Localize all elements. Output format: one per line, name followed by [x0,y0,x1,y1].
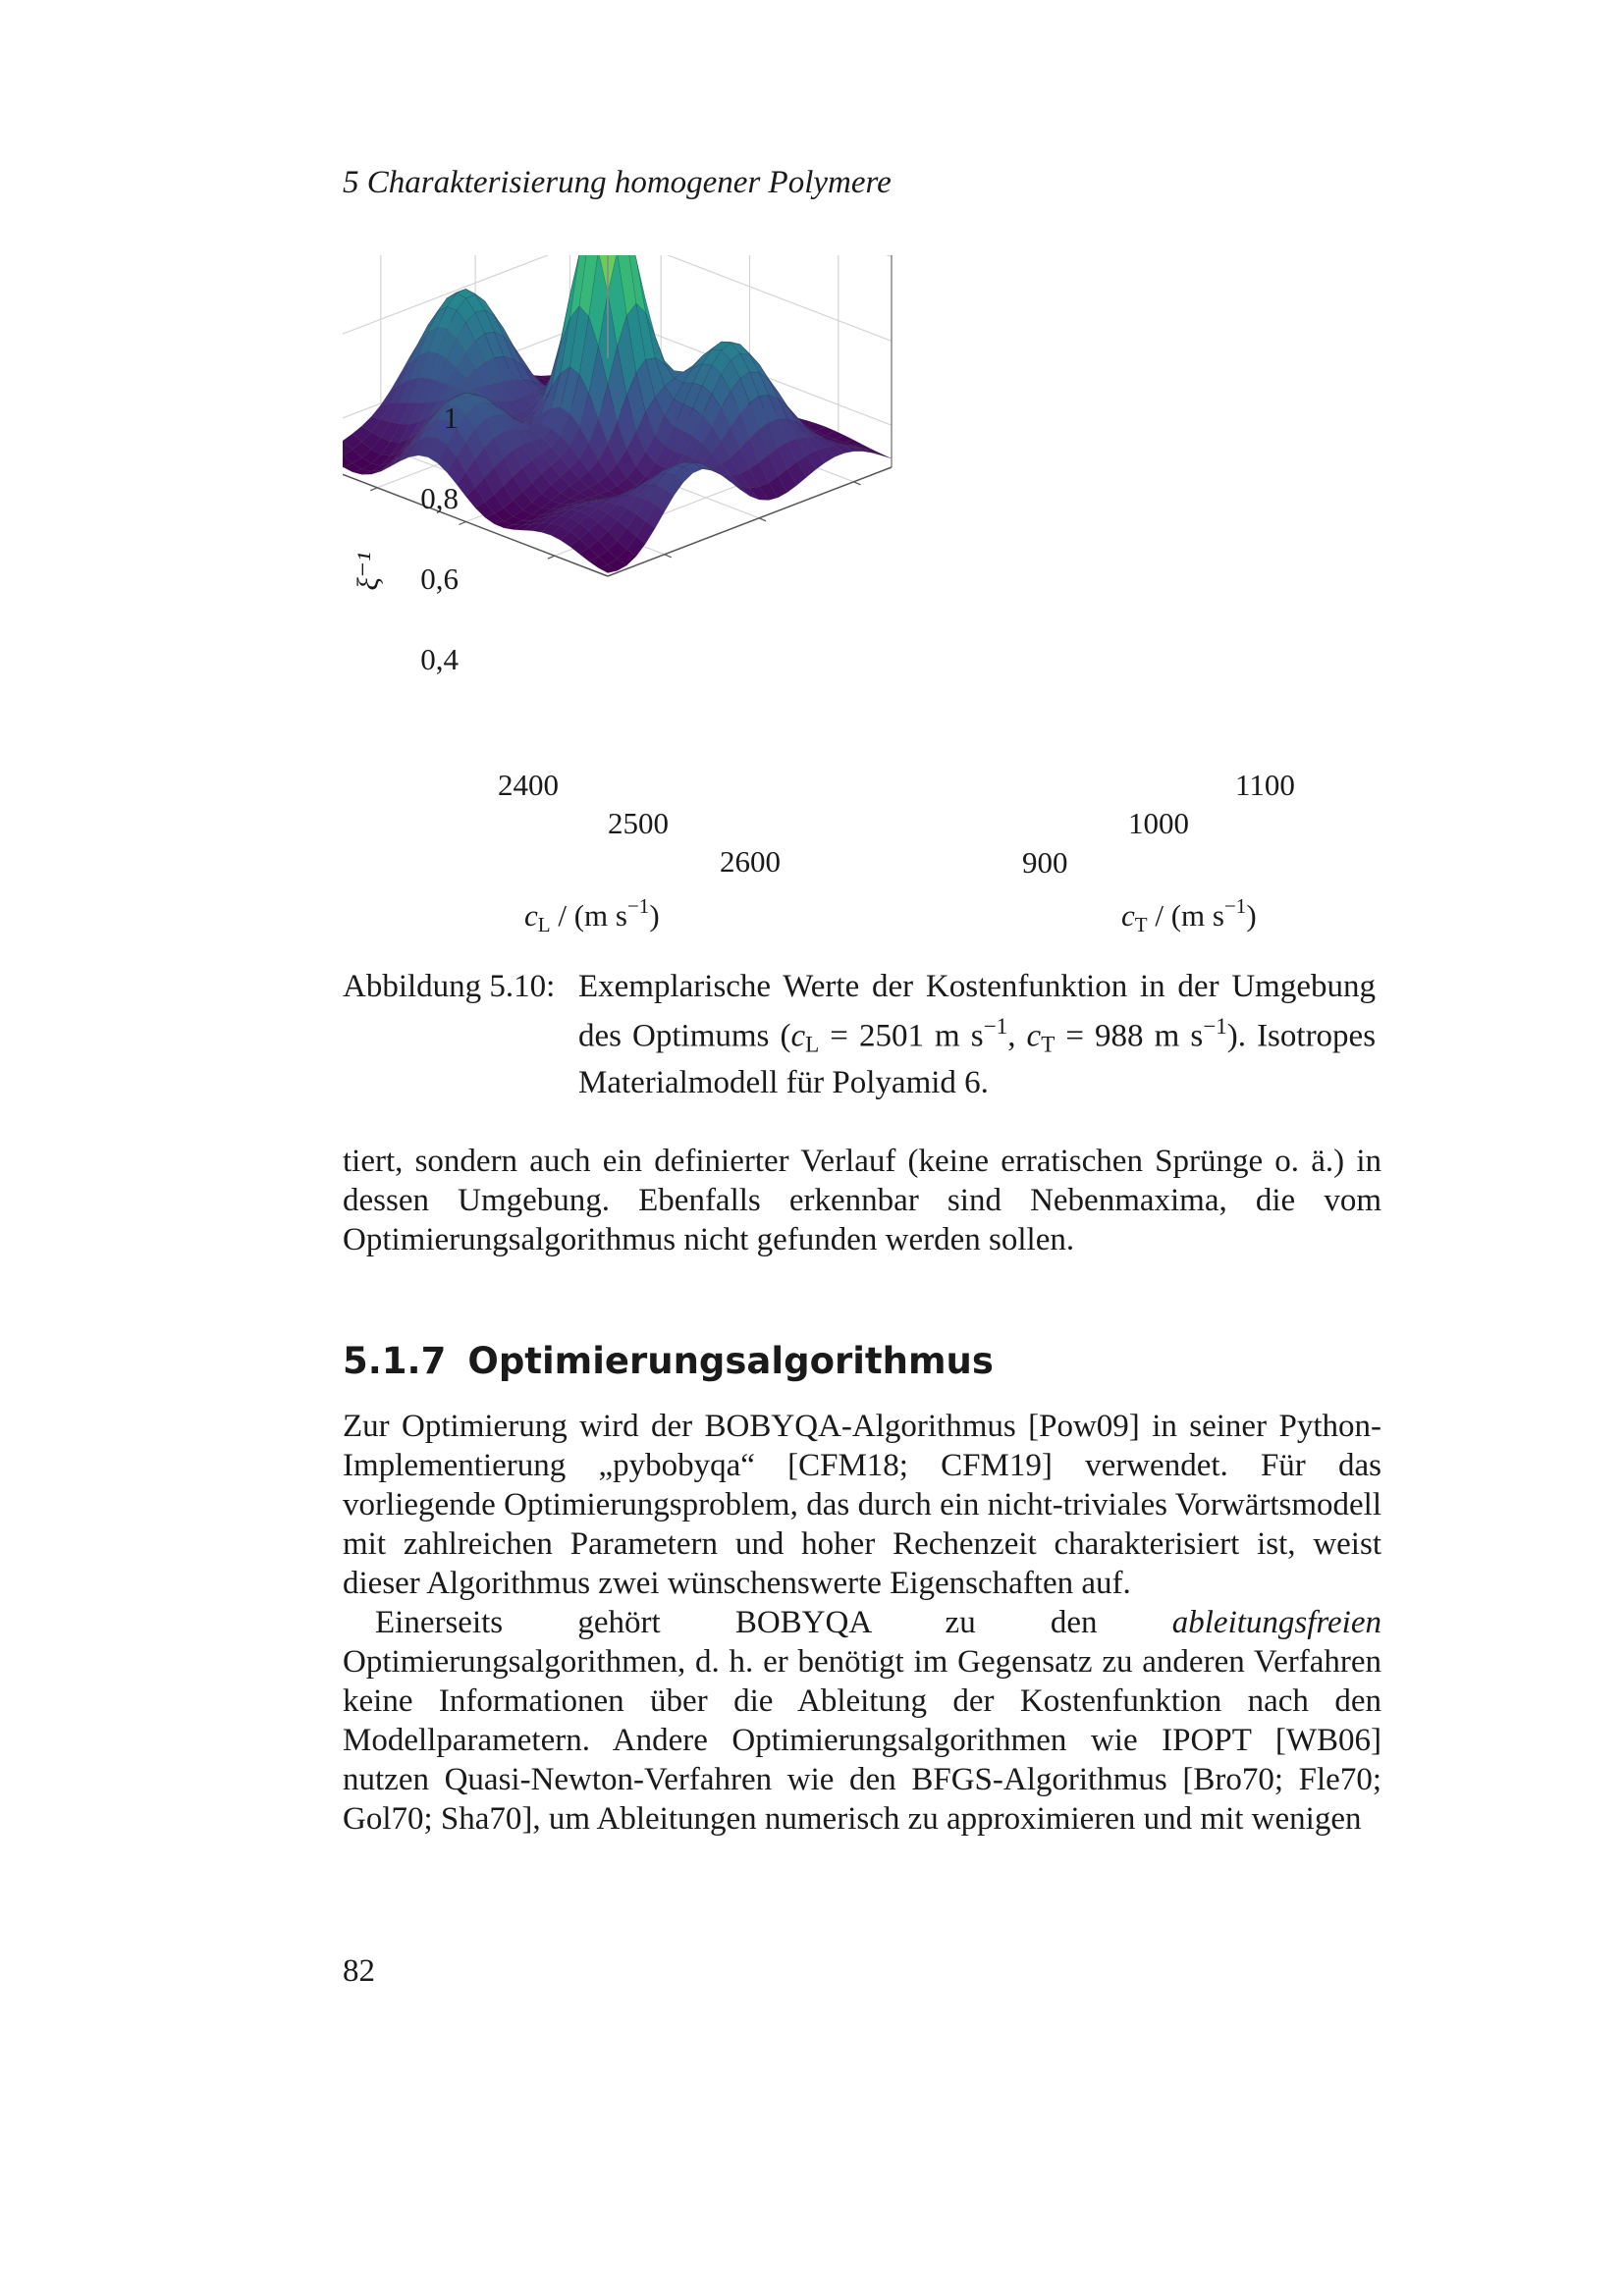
x-tick-label: 2400 [498,768,559,802]
y-tick-mark [665,555,672,558]
surface-plot [343,255,1334,942]
paragraph-text: Optimierungsalgorithmen, d. h. er benötigt im Gegensatz zu anderen Verfahren keine Informationen über die Ableitung der Kostenfunktion nach den Modellparametern. Andere Optimierungsalgorithmen wie IPOPT [WB06] nutzen Quasi-Newton-Verfahren wie den BFGS-Algorithmus [Bro70; Fle70; Gol70; Sha70], um Ableitungen numerisch zu approximieren und mit wenigen [343,1644,1381,1837]
z-tick-label: 1 [443,400,459,435]
z-axis-label: ξ⁻¹ [351,552,385,591]
caption-text: Exemplarische Werte der Kostenfunktion in der Umgebung des Optimums ($c_L = 2501$ m $s^{-1}$, $c_T = 988$ m $s^{-1}$). Isotropes Materialmodell für Polyamid 6. [578,969,1377,1101]
caption-label: Abbildung 5.10: [343,969,556,1004]
paragraph-text: Einerseits gehört BOBYQA zu den [375,1605,1172,1640]
running-head: 5 Charakterisierung homogener Polymere [343,165,892,200]
paragraph: tiert, sondern auch ein definierter Verlauf (keine erratischen Sprünge o. ä.) in dessen Umgebung. Ebenfalls erkennbar sind Nebenmaxima, die vom Optimierungsalgorithmus nicht gefunden werden sollen. [343,1144,1381,1257]
z-tick-label: 0,4 [420,642,459,676]
y-tick-label: 1100 [1235,768,1295,802]
y-axis-label: cT / (m $s^{-1}$) [1121,894,1257,936]
surface-plot-figure [343,255,1334,942]
emphasis-text: ableitungsfreien [1171,1605,1381,1640]
paragraph: Zur Optimierung wird der BOBYQA-Algorithmus [Pow09] in seiner Python-Implementierung „pybobyqa“ [CFM18; CFM19] verwendet. Für das vorliegende Optimierungsproblem, das durch ein nicht-triviales Vorwärtsmodell mit zahlreichen Parametern und hoher Rechenzeit charakterisiert ist, weist dieser Algorithmus zwei wünschenswerte Eigenschaften auf. [343,1409,1381,1601]
x-tick-mark [548,556,555,559]
page-number: 82 [343,1953,375,1989]
x-tick-mark [460,522,466,525]
y-tick-mark [853,482,860,485]
x-tick-mark [370,488,377,491]
z-tick-label: 0,8 [420,481,459,515]
section-title: Optimierungsalgorithmus [467,1340,994,1382]
paragraph [343,1603,1381,1839]
section-number: 5.1.7 [343,1340,447,1382]
x-axis-label: cL / (m $s^{-1}$) [524,894,660,936]
y-tick-label: 900 [1022,845,1068,880]
y-tick-label: 1000 [1128,806,1189,840]
x-tick-label: 2500 [608,806,669,840]
y-tick-mark [759,518,766,521]
section-heading [343,1340,994,1382]
x-tick-label: 2600 [720,844,781,879]
z-tick-label: 0,6 [420,561,459,596]
